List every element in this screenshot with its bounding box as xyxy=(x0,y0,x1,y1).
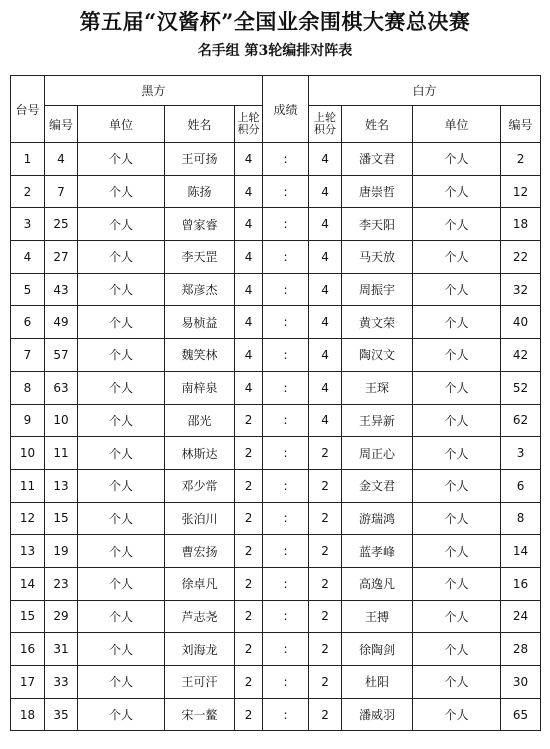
header-black: 黑方 xyxy=(45,76,263,106)
cell-white-prev-score: 2 xyxy=(309,502,342,535)
cell-black-name: 陈扬 xyxy=(165,175,235,208)
header-black-unit: 单位 xyxy=(78,106,165,143)
cell-white-number: 2 xyxy=(501,143,541,176)
table-row xyxy=(11,404,541,437)
cell-black-name: 邵光 xyxy=(165,404,235,437)
cell-white-unit: 个人 xyxy=(413,404,501,437)
cell-black-prev-score: 2 xyxy=(235,502,263,535)
cell-white-number: 6 xyxy=(501,469,541,502)
cell-white-number: 28 xyxy=(501,633,541,666)
cell-black-prev-score: 4 xyxy=(235,306,263,339)
cell-white-unit: 个人 xyxy=(413,698,501,731)
cell-white-prev-score: 4 xyxy=(309,404,342,437)
cell-black-number: 11 xyxy=(45,437,78,470)
cell-black-number: 25 xyxy=(45,208,78,241)
cell-black-prev-score: 4 xyxy=(235,339,263,372)
cell-black-number: 13 xyxy=(45,469,78,502)
header-table-no: 台号 xyxy=(11,76,45,143)
pairing-rows xyxy=(11,143,541,731)
cell-white-prev-score: 2 xyxy=(309,600,342,633)
cell-table-no: 12 xyxy=(11,502,45,535)
cell-table-no: 7 xyxy=(11,339,45,372)
table-row xyxy=(11,698,541,731)
header-white-number: 编号 xyxy=(501,106,541,143)
cell-white-number: 52 xyxy=(501,371,541,404)
cell-white-number: 3 xyxy=(501,437,541,470)
cell-result: : xyxy=(263,567,309,600)
cell-black-number: 4 xyxy=(45,143,78,176)
cell-black-number: 43 xyxy=(45,273,78,306)
cell-black-number: 29 xyxy=(45,600,78,633)
cell-black-prev-score: 2 xyxy=(235,404,263,437)
cell-black-number: 57 xyxy=(45,339,78,372)
cell-white-unit: 个人 xyxy=(413,502,501,535)
cell-white-name: 王异新 xyxy=(342,404,413,437)
cell-white-prev-score: 2 xyxy=(309,666,342,699)
cell-black-prev-score: 2 xyxy=(235,469,263,502)
cell-black-name: 郑彦杰 xyxy=(165,273,235,306)
cell-white-number: 22 xyxy=(501,241,541,274)
cell-black-name: 魏笑林 xyxy=(165,339,235,372)
pairing-table xyxy=(10,75,541,731)
cell-black-number: 31 xyxy=(45,633,78,666)
prev-score-line2: 积分 xyxy=(237,123,260,136)
cell-white-unit: 个人 xyxy=(413,633,501,666)
cell-black-unit: 个人 xyxy=(78,175,165,208)
cell-black-name: 南梓泉 xyxy=(165,371,235,404)
cell-black-name: 林斯达 xyxy=(165,437,235,470)
prev-score-line2: 积分 xyxy=(314,123,337,136)
cell-black-prev-score: 4 xyxy=(235,241,263,274)
cell-black-unit: 个人 xyxy=(78,567,165,600)
cell-black-prev-score: 4 xyxy=(235,143,263,176)
cell-black-name: 宋一鳌 xyxy=(165,698,235,731)
cell-black-prev-score: 2 xyxy=(235,600,263,633)
cell-white-name: 唐崇哲 xyxy=(342,175,413,208)
table-row xyxy=(11,633,541,666)
cell-black-prev-score: 2 xyxy=(235,535,263,568)
cell-result: : xyxy=(263,404,309,437)
cell-black-prev-score: 2 xyxy=(235,567,263,600)
document-subtitle: 名手组 第3轮编排对阵表 xyxy=(197,43,353,59)
cell-white-prev-score: 4 xyxy=(309,208,342,241)
cell-table-no: 18 xyxy=(11,698,45,731)
cell-table-no: 6 xyxy=(11,306,45,339)
cell-white-name: 潘威羽 xyxy=(342,698,413,731)
cell-table-no: 4 xyxy=(11,241,45,274)
cell-result: : xyxy=(263,469,309,502)
cell-white-number: 62 xyxy=(501,404,541,437)
cell-table-no: 11 xyxy=(11,469,45,502)
cell-white-name: 王搏 xyxy=(342,600,413,633)
cell-white-name: 蓝孝峰 xyxy=(342,535,413,568)
cell-white-prev-score: 4 xyxy=(309,273,342,306)
cell-black-name: 易桢益 xyxy=(165,306,235,339)
header-black-name: 姓名 xyxy=(165,106,235,143)
cell-black-number: 10 xyxy=(45,404,78,437)
table-row xyxy=(11,371,541,404)
cell-black-number: 7 xyxy=(45,175,78,208)
cell-result: : xyxy=(263,502,309,535)
cell-black-prev-score: 2 xyxy=(235,698,263,731)
cell-white-name: 金文君 xyxy=(342,469,413,502)
cell-black-number: 63 xyxy=(45,371,78,404)
cell-black-number: 35 xyxy=(45,698,78,731)
cell-table-no: 9 xyxy=(11,404,45,437)
cell-white-name: 周振宇 xyxy=(342,273,413,306)
cell-black-number: 19 xyxy=(45,535,78,568)
cell-white-name: 李天阳 xyxy=(342,208,413,241)
cell-white-prev-score: 4 xyxy=(309,339,342,372)
cell-white-unit: 个人 xyxy=(413,273,501,306)
cell-white-prev-score: 4 xyxy=(309,143,342,176)
cell-black-unit: 个人 xyxy=(78,404,165,437)
cell-black-unit: 个人 xyxy=(78,241,165,274)
cell-result: : xyxy=(263,535,309,568)
cell-result: : xyxy=(263,241,309,274)
cell-black-unit: 个人 xyxy=(78,371,165,404)
cell-black-name: 曾家睿 xyxy=(165,208,235,241)
cell-white-number: 18 xyxy=(501,208,541,241)
cell-white-unit: 个人 xyxy=(413,339,501,372)
cell-black-name: 刘海龙 xyxy=(165,633,235,666)
cell-black-unit: 个人 xyxy=(78,535,165,568)
cell-result: : xyxy=(263,600,309,633)
cell-white-number: 40 xyxy=(501,306,541,339)
header-black-number: 编号 xyxy=(45,106,78,143)
table-row xyxy=(11,567,541,600)
header-black-prev-score xyxy=(235,106,263,143)
cell-white-name: 游瑞鸿 xyxy=(342,502,413,535)
cell-white-prev-score: 4 xyxy=(309,241,342,274)
cell-black-number: 15 xyxy=(45,502,78,535)
table-row xyxy=(11,208,541,241)
cell-table-no: 8 xyxy=(11,371,45,404)
cell-white-number: 8 xyxy=(501,502,541,535)
cell-white-unit: 个人 xyxy=(413,469,501,502)
cell-white-unit: 个人 xyxy=(413,666,501,699)
cell-white-number: 30 xyxy=(501,666,541,699)
cell-table-no: 1 xyxy=(11,143,45,176)
cell-white-prev-score: 2 xyxy=(309,633,342,666)
cell-black-unit: 个人 xyxy=(78,633,165,666)
cell-table-no: 17 xyxy=(11,666,45,699)
document-title: 第五届“汉酱杯”全国业余围棋大赛总决赛 xyxy=(79,9,471,34)
cell-white-unit: 个人 xyxy=(413,241,501,274)
cell-table-no: 13 xyxy=(11,535,45,568)
cell-black-name: 张泊川 xyxy=(165,502,235,535)
cell-black-prev-score: 4 xyxy=(235,273,263,306)
cell-result: : xyxy=(263,273,309,306)
cell-black-number: 49 xyxy=(45,306,78,339)
cell-table-no: 2 xyxy=(11,175,45,208)
header-white-name: 姓名 xyxy=(342,106,413,143)
cell-black-unit: 个人 xyxy=(78,208,165,241)
cell-black-prev-score: 2 xyxy=(235,633,263,666)
cell-result: : xyxy=(263,143,309,176)
cell-result: : xyxy=(263,633,309,666)
cell-white-number: 65 xyxy=(501,698,541,731)
cell-black-prev-score: 4 xyxy=(235,371,263,404)
cell-black-unit: 个人 xyxy=(78,306,165,339)
cell-white-prev-score: 4 xyxy=(309,371,342,404)
cell-table-no: 16 xyxy=(11,633,45,666)
table-row xyxy=(11,143,541,176)
cell-black-prev-score: 4 xyxy=(235,208,263,241)
cell-white-number: 14 xyxy=(501,535,541,568)
cell-black-name: 曹宏扬 xyxy=(165,535,235,568)
cell-black-unit: 个人 xyxy=(78,666,165,699)
cell-table-no: 5 xyxy=(11,273,45,306)
header-white-unit: 单位 xyxy=(413,106,501,143)
cell-black-prev-score: 4 xyxy=(235,175,263,208)
cell-black-unit: 个人 xyxy=(78,502,165,535)
cell-white-unit: 个人 xyxy=(413,306,501,339)
cell-white-name: 潘文君 xyxy=(342,143,413,176)
cell-table-no: 3 xyxy=(11,208,45,241)
cell-white-name: 徐陶剑 xyxy=(342,633,413,666)
cell-white-unit: 个人 xyxy=(413,175,501,208)
cell-white-name: 马天放 xyxy=(342,241,413,274)
cell-white-unit: 个人 xyxy=(413,143,501,176)
header-result: 成绩 xyxy=(263,76,309,143)
table-row xyxy=(11,600,541,633)
cell-white-prev-score: 2 xyxy=(309,567,342,600)
cell-white-prev-score: 4 xyxy=(309,306,342,339)
cell-white-name: 高逸凡 xyxy=(342,567,413,600)
cell-black-number: 33 xyxy=(45,666,78,699)
cell-white-unit: 个人 xyxy=(413,535,501,568)
cell-white-name: 王琛 xyxy=(342,371,413,404)
cell-black-unit: 个人 xyxy=(78,339,165,372)
cell-white-unit: 个人 xyxy=(413,437,501,470)
cell-result: : xyxy=(263,666,309,699)
header-white: 白方 xyxy=(309,76,541,106)
cell-white-name: 陶汉文 xyxy=(342,339,413,372)
cell-black-unit: 个人 xyxy=(78,437,165,470)
cell-white-number: 32 xyxy=(501,273,541,306)
cell-white-name: 杜阳 xyxy=(342,666,413,699)
cell-table-no: 15 xyxy=(11,600,45,633)
cell-result: : xyxy=(263,371,309,404)
cell-white-number: 42 xyxy=(501,339,541,372)
cell-result: : xyxy=(263,306,309,339)
cell-white-number: 12 xyxy=(501,175,541,208)
cell-white-number: 16 xyxy=(501,567,541,600)
cell-white-unit: 个人 xyxy=(413,567,501,600)
cell-black-number: 27 xyxy=(45,241,78,274)
cell-black-unit: 个人 xyxy=(78,469,165,502)
table-row xyxy=(11,666,541,699)
cell-white-unit: 个人 xyxy=(413,208,501,241)
cell-white-name: 周正心 xyxy=(342,437,413,470)
cell-white-prev-score: 2 xyxy=(309,437,342,470)
cell-table-no: 14 xyxy=(11,567,45,600)
cell-black-unit: 个人 xyxy=(78,143,165,176)
cell-black-number: 23 xyxy=(45,567,78,600)
cell-result: : xyxy=(263,208,309,241)
cell-white-name: 黄文荣 xyxy=(342,306,413,339)
cell-black-name: 徐卓凡 xyxy=(165,567,235,600)
table-row xyxy=(11,306,541,339)
cell-black-name: 芦志尧 xyxy=(165,600,235,633)
cell-black-prev-score: 2 xyxy=(235,666,263,699)
cell-white-prev-score: 2 xyxy=(309,469,342,502)
cell-black-name: 李天罡 xyxy=(165,241,235,274)
table-row xyxy=(11,175,541,208)
cell-white-number: 24 xyxy=(501,600,541,633)
cell-black-name: 王可汗 xyxy=(165,666,235,699)
header-white-prev-score xyxy=(309,106,342,143)
cell-black-prev-score: 2 xyxy=(235,437,263,470)
prev-score-line1: 上轮 xyxy=(314,111,337,124)
cell-black-unit: 个人 xyxy=(78,273,165,306)
table-row xyxy=(11,273,541,306)
cell-result: : xyxy=(263,437,309,470)
cell-result: : xyxy=(263,339,309,372)
cell-white-unit: 个人 xyxy=(413,600,501,633)
cell-white-prev-score: 2 xyxy=(309,535,342,568)
cell-white-prev-score: 4 xyxy=(309,175,342,208)
cell-white-unit: 个人 xyxy=(413,371,501,404)
table-row xyxy=(11,502,541,535)
cell-result: : xyxy=(263,698,309,731)
cell-black-unit: 个人 xyxy=(78,600,165,633)
cell-black-name: 邓少常 xyxy=(165,469,235,502)
cell-table-no: 10 xyxy=(11,437,45,470)
cell-black-name: 王可扬 xyxy=(165,143,235,176)
table-row xyxy=(11,241,541,274)
prev-score-line1: 上轮 xyxy=(237,111,260,124)
cell-white-prev-score: 2 xyxy=(309,698,342,731)
table-row xyxy=(11,535,541,568)
cell-result: : xyxy=(263,175,309,208)
table-row xyxy=(11,339,541,372)
table-row xyxy=(11,469,541,502)
table-row xyxy=(11,437,541,470)
cell-black-unit: 个人 xyxy=(78,698,165,731)
